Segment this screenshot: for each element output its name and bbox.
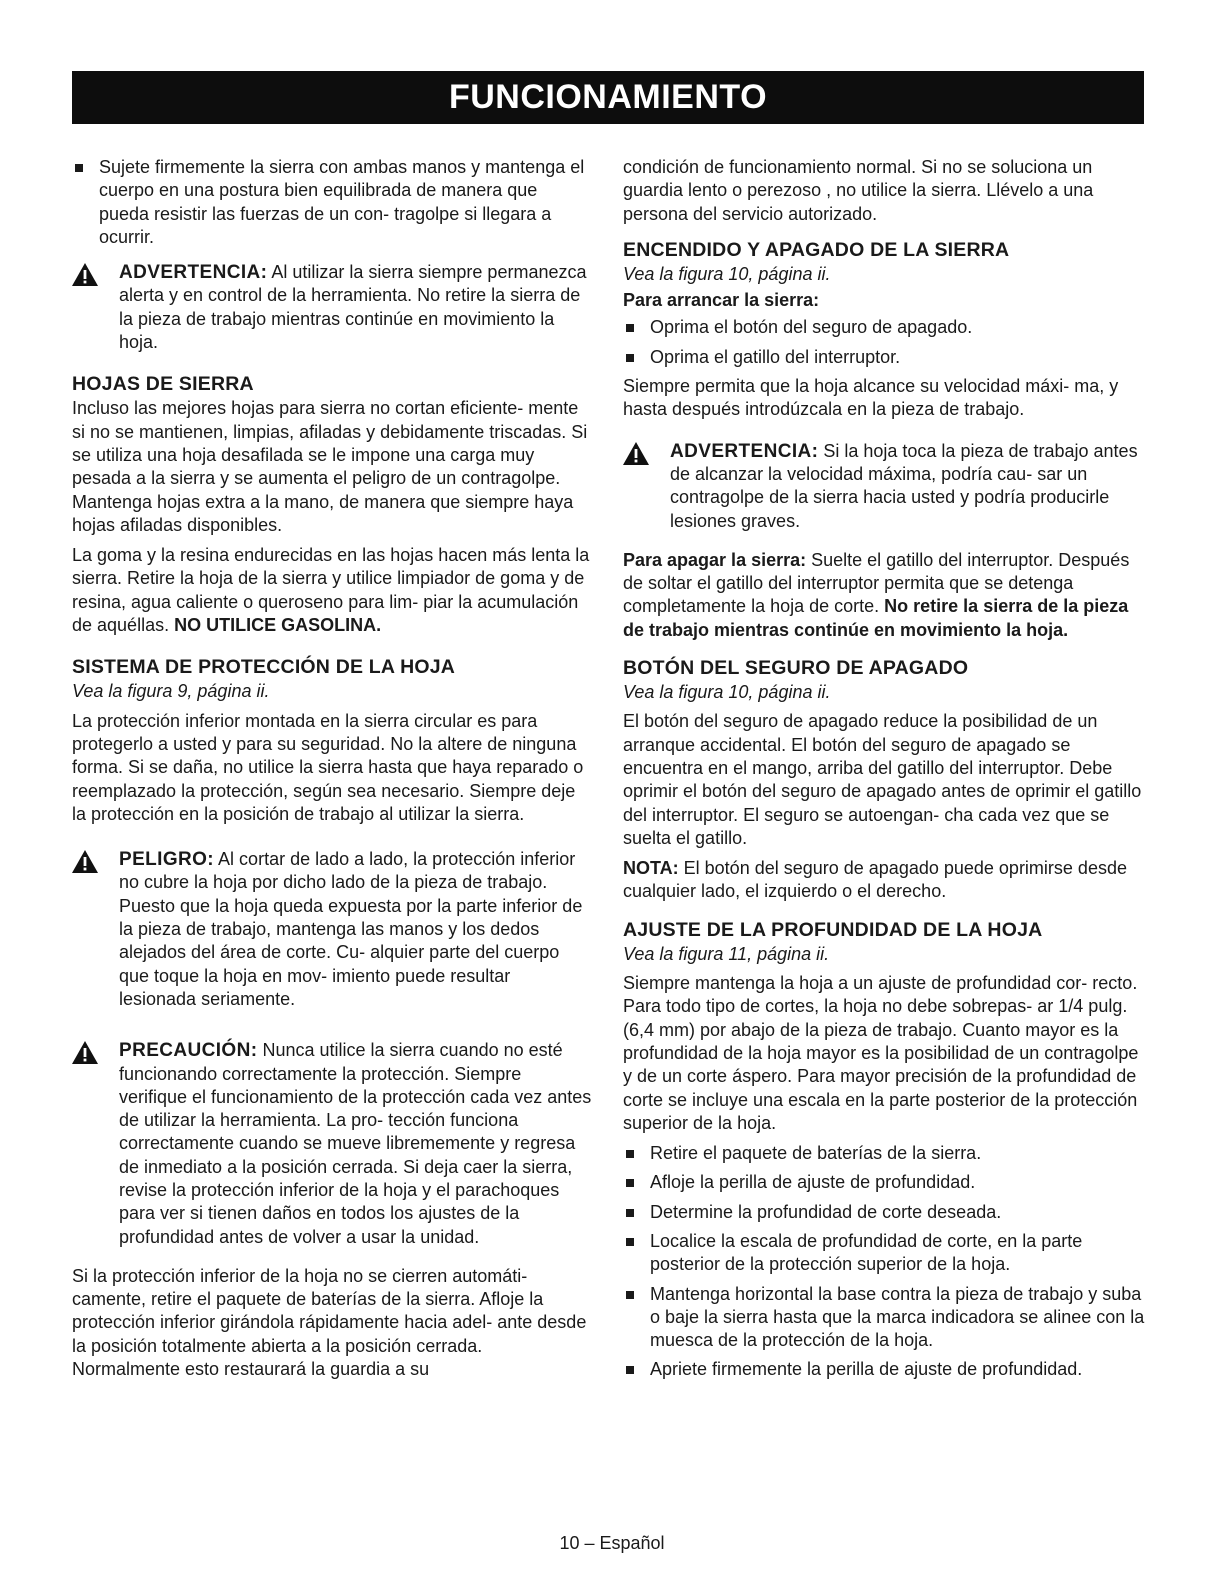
list-item: Afloje la perilla de ajuste de profundidad.	[623, 1171, 1145, 1194]
page-number: 10 – Español	[559, 1533, 665, 1553]
warning-notice	[623, 440, 1145, 533]
caution-text: Nunca utilice la sierra cuando no esté funcionando correctamente la protección. Siempre verifique el funcionamiento de la protección cada vez antes de utilizar la herramienta. La pro- tección funciona correctamente cuando se mueve librememente y regresa de inmediato a la posición cerrada. Si deja caer la sierra, revise la protección inferior de la hoja y el parachoques para ver si tienen daños en todos los ajustes de la profundidad antes de volver a usar la unidad.	[119, 1040, 592, 1247]
list-item: Retire el paquete de baterías de la sierra.	[623, 1142, 1145, 1165]
warning-triangle-icon	[623, 442, 649, 465]
caution-notice	[72, 1039, 592, 1249]
heading-depth-adjustment: AJUSTE DE LA PROFUNDIDAD DE LA HOJA	[623, 918, 1043, 941]
no-gasoline-note: NO UTILICE GASOLINA.	[174, 615, 382, 636]
note-label: NOTA:	[623, 858, 679, 879]
danger-label: PELIGRO:	[119, 849, 215, 871]
note-text: El botón del seguro de apagado puede oprimirse desde cualquier lado, el izquierdo o el derecho.	[623, 858, 1127, 902]
warning-text: Si la hoja toca la pieza de trabajo antes de alcanzar la velocidad máxima, podría cau- sar un contragolpe de la sierra hacia usted y podría producirle lesiones graves.	[670, 440, 1138, 531]
lock-off-paragraph: El botón del seguro de apagado reduce la posibilidad de un arranque accidental. El botón del seguro de apagado se encuentra en el mango, arriba del gatillo del interruptor. Debe oprimir el botón del seguro de apagado antes de oprimir el gatillo del interruptor. El seguro se autoengan- cha cada vez que se suelta el gatillo.	[623, 711, 1142, 848]
left-column	[72, 156, 592, 1388]
grip-bullet: Sujete firmemente la sierra con ambas manos y mantenga el cuerpo en una postura bien equilibrada de manera que pueda resistir las fuerzas de un con- tragolpe si llegara a ocurrir.	[72, 156, 592, 249]
blades-paragraph-1: Incluso las mejores hojas para sierra no cortan eficiente- mente si no se mantienen, limpias, afiladas y debidamente triscadas. Si se utiliza una hoja desafilada se le impone una carga muy pesada a la sierra y se aumenta el peligro de un contragolpe. Mantenga hojas extra a la mano, de manera que siempre haya hojas afiladas disponibles.	[72, 398, 588, 535]
danger-text: Al cortar de lado a lado, la protección inferior no cubre la hoja por dicho lado de la pieza de trabajo. Puesto que la hoja queda expuesta por la parte inferior de la pieza de trabajo, mantenga las manos y los dedos alejados del área de corte. Cu- alquier parte del cuerpo que toque la hoja en mov- imiento puede resultar lesionada seriamente.	[119, 849, 583, 1009]
stop-saw-label: Para apagar la sierra:	[623, 549, 807, 570]
list-item: Mantenga horizontal la base contra la pieza de trabajo y suba o baje la sierra hasta que la marca indicadora se alinee con la muesca de la protección de la hoja.	[623, 1283, 1145, 1353]
list-item: Oprima el botón del seguro de apagado.	[623, 316, 1145, 339]
list-item: Oprima el gatillo del interruptor.	[623, 346, 1145, 369]
list-item: Apriete firmemente la perilla de ajuste de profundidad.	[623, 1358, 1145, 1381]
heading-saw-blades: HOJAS DE SIERRA	[72, 373, 254, 396]
guard-closing-paragraph: Si la protección inferior de la hoja no se cierren automáti- camente, retire el paquete de baterías de la sierra. Afloje la protección inferior girándola rápidamente hacia adel- ante desde la posición totalmente abierta a la posición cerrada. Normalmente esto restaurará la guardia a su	[72, 1265, 587, 1380]
warning-triangle-icon	[72, 1041, 98, 1064]
danger-notice	[72, 848, 592, 1011]
right-column	[623, 156, 1145, 1388]
list-item: Determine la profundidad de corte deseada.	[623, 1201, 1145, 1224]
lock-off-note	[623, 857, 1145, 904]
warning-triangle-icon	[72, 850, 98, 873]
blades-paragraph-2-text: La goma y la resina endurecidas en las hojas hacen más lenta la sierra. Retire la hoja de la sierra y utilice limpiador de goma y de resina, agua caliente o queroseno para lim- piar la acumulación de aquéllas.	[72, 545, 590, 636]
warning-text: Al utilizar la sierra siempre permanezca alerta y en control de la herramienta. No retire la sierra de la pieza de trabajo mientras continúe en movimiento la hoja.	[119, 262, 587, 353]
warning-label: ADVERTENCIA:	[119, 262, 268, 284]
heading-on-off: ENCENDIDO Y APAGADO DE LA SIERRA	[623, 238, 1010, 261]
figure-reference: Vea la figura 9, página ii.	[72, 681, 270, 702]
speed-paragraph: Siempre permita que la hoja alcance su velocidad máxi- ma, y hasta después introdúzcala en la pieza de trabajo.	[623, 376, 1119, 420]
depth-paragraph: Siempre mantenga la hoja a un ajuste de profundidad cor- recto. Para todo tipo de cortes, la hoja no debe sobrepas- ar 1/4 pulg. (6,4 mm) por abajo de la pieza de trabajo. Cuanto mayor es la profundidad de la hoja mayor es la posibilidad de un contragolpe y de un corte áspero. Para mayor precisión de la profundidad de corte se incluye una escala en la parte posterior de la protección superior de la hoja.	[623, 973, 1139, 1133]
list-item: Localice la escala de profundidad de corte, en la parte posterior de la protección superior de la hoja.	[623, 1230, 1145, 1277]
warning-triangle-icon	[72, 263, 98, 286]
stop-saw-warning: No retire la sierra de la pieza de trabajo mientras continúe en movimiento la hoja.	[623, 596, 1129, 640]
figure-reference: Vea la figura 11, página ii.	[623, 943, 830, 964]
start-saw-label: Para arrancar la sierra:	[623, 290, 820, 311]
continued-paragraph: condición de funcionamiento normal. Si no se soluciona un guardia lento o perezoso , no utilice la sierra. Llévelo a una persona del servicio autorizado.	[623, 157, 1094, 224]
warning-notice	[72, 261, 592, 354]
blades-paragraph-2	[72, 544, 592, 637]
heading-blade-guard: SISTEMA DE PROTECCIÓN DE LA HOJA	[72, 656, 456, 679]
section-title-banner: FUNCIONAMIENTO	[72, 71, 1144, 124]
heading-lock-off-button: BOTÓN DEL SEGURO DE APAGADO	[623, 657, 969, 680]
stop-saw-text: Suelte el gatillo del interruptor. Después de soltar el gatillo del interruptor permita que se detenga completamente la hoja de corte.	[623, 549, 1130, 617]
caution-label: PRECAUCIÓN:	[119, 1040, 258, 1062]
stop-saw-paragraph	[623, 549, 1145, 642]
guard-paragraph: La protección inferior montada en la sierra circular es para protegerlo a usted y para su seguridad. No la altere de ninguna forma. Si se daña, no utilice la sierra hasta que haya reparado o reemplazado la protección, según sea necesario. Siempre deje la protección en la posición de trabajo al utilizar la sierra.	[72, 710, 584, 824]
figure-reference: Vea la figura 10, página ii.	[623, 682, 831, 703]
figure-reference: Vea la figura 10, página ii.	[623, 263, 831, 284]
warning-label: ADVERTENCIA:	[670, 440, 819, 462]
